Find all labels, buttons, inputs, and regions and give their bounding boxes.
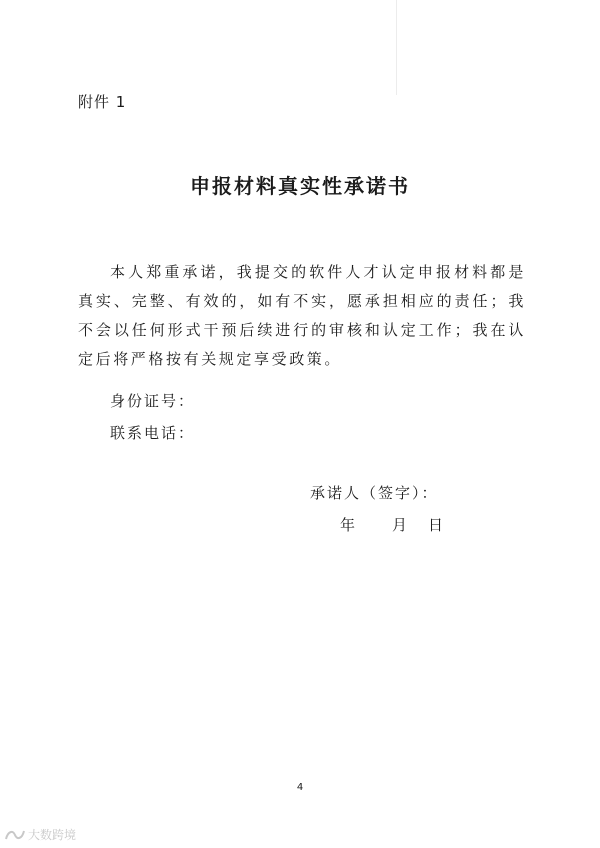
scan-edge-line [396,0,397,95]
date-year-label: 年 [340,516,356,534]
watermark-logo-icon [4,828,26,842]
signer-label: 承诺人（签字）： [310,484,439,502]
attachment-label: 附件 1 [78,93,127,111]
watermark-text: 大数跨境 [28,828,77,842]
watermark [4,826,76,843]
page-number: 4 [296,782,304,793]
document-title: 申报材料真实性承诺书 [190,174,410,198]
date-line [340,514,443,535]
date-day-label: 日 [428,516,444,534]
phone-label: 联系电话： [110,424,196,442]
date-month-label: 月 [392,516,408,534]
id-number-label: 身份证号： [110,392,196,410]
pledge-body: 本人郑重承诺，我提交的软件人才认定申报材料都是真实、完整、有效的，如有不实，愿承担相应的责任；我不会以任何形式干预后续进行的审核和认定工作；我在认定后将严格按有关规定享受政策。 [78,263,526,368]
